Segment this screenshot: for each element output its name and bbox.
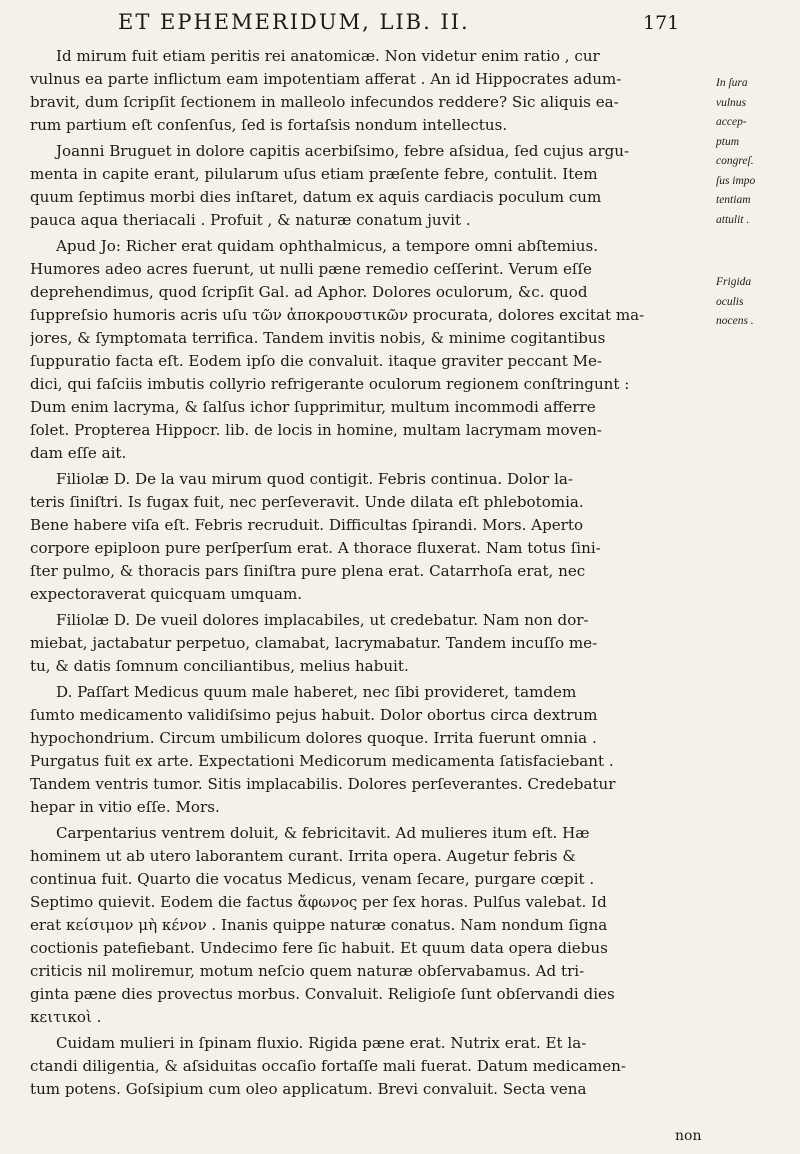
margin-notes xyxy=(716,74,800,332)
text-line: tum potens. Goſsipium cum oleo applicatum. Brevi convaluit. Secta vena xyxy=(30,1080,587,1098)
paragraph xyxy=(30,609,712,678)
text-line: Apud Jo: Richer erat quidam ophthalmicus, a tempore omni abſtemius. xyxy=(56,237,599,255)
text-line: Cuidam mulieri in ſpinam fluxio. Rigida pæne erat. Nutrix erat. Et la- xyxy=(56,1034,587,1052)
text-line: pauca aqua theriacali . Profuit , & naturæ conatum juvit . xyxy=(30,211,471,229)
text-line: quum ſeptimus morbi dies inſtaret, datum ex aquis cardiacis poculum cum xyxy=(30,188,602,206)
text-line: teris ſiniſtri. Is fugax fuit, nec perſeveravit. Unde dilata eſt phlebotomia. xyxy=(30,493,584,511)
text-line: rum partium eſt conſenſus, ſed is fortaſsis nondum intellectus. xyxy=(30,116,508,134)
text-line: corpore epiploon pure perſperſum erat. A thorace fluxerat. Nam totus ſini- xyxy=(30,539,601,557)
text-line: Tandem ventris tumor. Sitis implacabilis. Dolores perſeverantes. Credebatur xyxy=(30,775,616,793)
text-line: bravit, dum ſcripſit ſectionem in malleolo infecundos reddere? Sic aliquis ea- xyxy=(30,93,619,111)
text-line: coctionis patefiebant. Undecimo fere ſic habuit. Et quum data opera diebus xyxy=(30,939,608,957)
paragraph xyxy=(30,45,712,137)
margin-note-line: attulit . xyxy=(716,213,750,226)
paragraph xyxy=(30,235,712,465)
text-line: ſuppreſsio humoris acris uſu τῶν ἀποκρουστικῶν procurata, dolores excitat ma- xyxy=(30,306,645,324)
margin-note-line: ptum xyxy=(716,135,739,148)
text-line: Filiolæ D. De la vau mirum quod contigit. Febris continua. Dolor la- xyxy=(56,470,573,488)
paragraph xyxy=(30,822,712,1029)
text-line: jores, & ſymptomata terrifica. Tandem invitis nobis, & minime cogitantibus xyxy=(30,329,606,347)
text-line: deprehendimus, quod ſcripſit Gal. ad Aphor. Dolores oculorum, &c. quod xyxy=(30,283,588,301)
text-line: κειτικοὶ . xyxy=(30,1008,102,1026)
text-line: D. Paſſart Medicus quum male haberet, nec ſibi provideret, tamdem xyxy=(56,683,577,701)
margin-note xyxy=(716,273,800,332)
text-line: ginta pæne dies provectus morbus. Convaluit. Religioſe ſunt obſervandi dies xyxy=(30,985,615,1003)
text-line: Humores adeo acres fuerunt, ut nulli pæne remedio ceſſerint. Verum eſſe xyxy=(30,260,592,278)
margin-note-line: oculis xyxy=(716,295,744,308)
paragraph xyxy=(30,1032,712,1101)
text-line: ctandi diligentia, & aſsiduitas occaſio fortaſſe mali fuerat. Datum medicamen- xyxy=(30,1057,626,1075)
catchword: non xyxy=(675,1128,702,1144)
margin-note-line: tentiam xyxy=(716,194,751,206)
text-line: dici, qui faſciis imbutis collyrio refrigerante oculorum regionem conſtringunt : xyxy=(30,375,630,393)
text-line: vulnus ea parte inflictum eam impotentiam afferat . An id Hippocrates adum- xyxy=(30,70,622,88)
main-text xyxy=(30,45,712,1101)
running-title: ET EPHEMERIDUM, LIB. II. xyxy=(118,10,470,34)
text-line: ſolet. Propterea Hippocr. lib. de locis in homine, multam lacrymam moven- xyxy=(30,421,602,439)
margin-note-line: ſus impo xyxy=(716,174,756,187)
text-line: criticis nil moliremur, motum neſcio quem naturæ obſervabamus. Ad tri- xyxy=(30,962,585,980)
margin-note xyxy=(716,74,800,230)
text-line: ſter pulmo, & thoracis pars ſiniſtra pure plena erat. Catarrhoſa erat, nec xyxy=(30,562,586,580)
text-line: continua fuit. Quarto die vocatus Medicus, venam ſecare, purgare cœpit . xyxy=(30,870,595,888)
paragraph xyxy=(30,468,712,606)
text-line: miebat, jactabatur perpetuo, clamabat, lacrymabatur. Tandem incuſſo me- xyxy=(30,634,598,652)
text-line: Bene habere viſa eſt. Febris recruduit. Difficultas ſpirandi. Mors. Aperto xyxy=(30,516,584,534)
text-line: erat κείσιμον μὴ κένον . Inanis quippe naturæ conatus. Nam nondum ſigna xyxy=(30,916,608,934)
text-line: Filiolæ D. De vueil dolores implacabiles, ut credebatur. Nam non dor- xyxy=(56,611,589,629)
text-line: ſuppuratio facta eſt. Eodem ipſo die convaluit. itaque graviter peccant Me- xyxy=(30,352,603,370)
margin-note-line: congreſ. xyxy=(716,155,754,167)
margin-note-line: nocens . xyxy=(716,315,754,327)
text-line: expectoraverat quicquam umquam. xyxy=(30,585,303,603)
text-line: ſumto medicamento validiſsimo pejus habuit. Dolor obortus circa dextrum xyxy=(30,706,598,724)
page-number: 171 xyxy=(643,12,680,34)
margin-note-line: Frigida xyxy=(716,276,752,288)
text-line: Dum enim lacryma, & ſalſus ichor ſupprimitur, multum incommodi afferre xyxy=(30,398,596,416)
text-line: Septimo quievit. Eodem die factus ἄφωνος per ſex horas. Pulſus valebat. Id xyxy=(30,893,607,911)
text-line: hypochondrium. Circum umbilicum dolores quoque. Irrita fuerunt omnia . xyxy=(30,729,597,747)
text-line: hepar in vitio eſſe. Mors. xyxy=(30,798,220,816)
text-line: Id mirum fuit etiam peritis rei anatomicæ. Non videtur enim ratio , cur xyxy=(56,47,600,65)
text-line: Purgatus fuit ex arte. Expectationi Medicorum medicamenta ſatisfaciebant . xyxy=(30,752,614,770)
text-line: Joanni Bruguet in dolore capitis acerbiſsimo, febre aſsidua, ſed cujus argu- xyxy=(56,142,630,160)
text-line: tu, & datis ſomnum conciliantibus, melius habuit. xyxy=(30,657,409,675)
margin-note-line: vulnus xyxy=(716,96,747,109)
paragraph xyxy=(30,681,712,819)
running-header xyxy=(0,6,712,36)
text-line: Carpentarius ventrem doluit, & febricitavit. Ad mulieres itum eſt. Hæ xyxy=(56,824,590,842)
margin-note-line: accep- xyxy=(716,116,747,128)
text-line: hominem ut ab utero laborantem curant. Irrita opera. Augetur febris & xyxy=(30,847,576,865)
text-line: dam eſſe ait. xyxy=(30,444,127,462)
text-line: menta in capite erant, pilularum uſus etiam præſente febre, contulit. Item xyxy=(30,165,598,183)
paragraph xyxy=(30,140,712,232)
margin-note-line: In ſura xyxy=(716,77,748,89)
